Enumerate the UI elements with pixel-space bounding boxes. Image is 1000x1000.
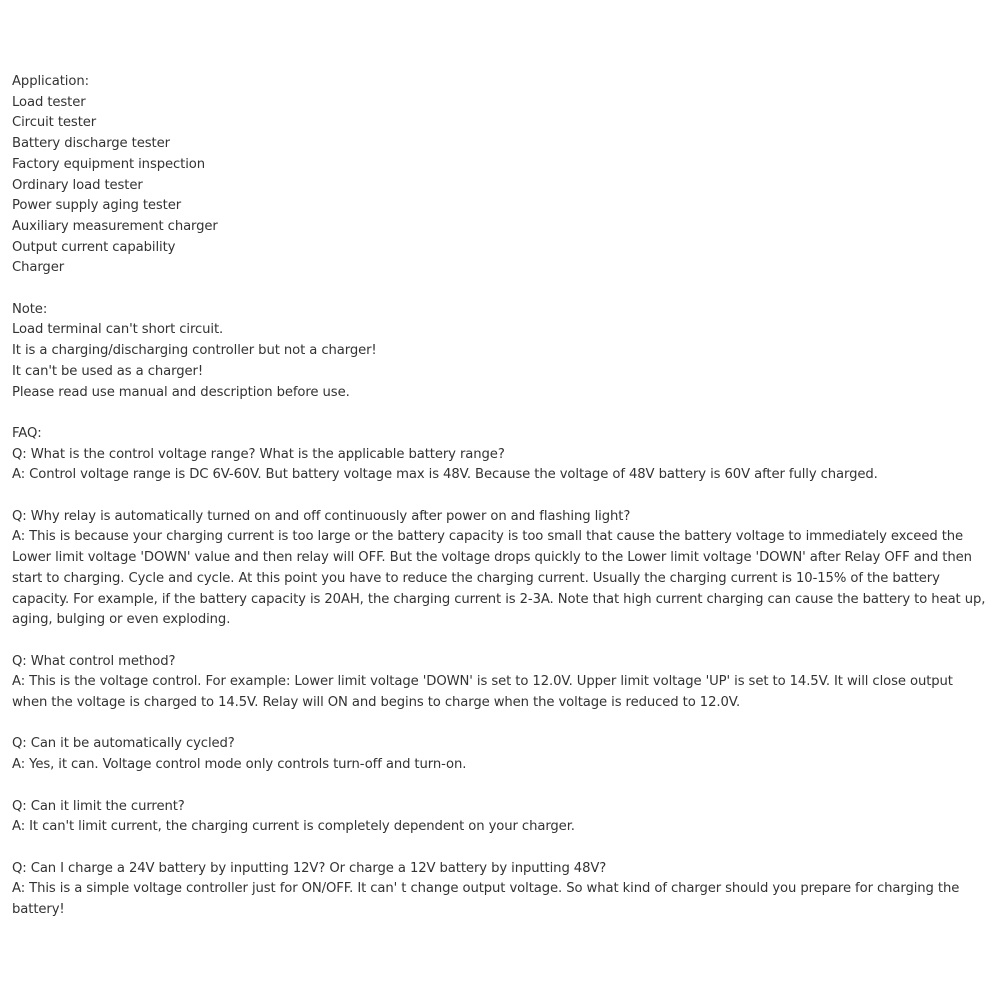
faq-answer: A: This is a simple voltage controller just for ON/OFF. It can' t change output voltage. So what kind of charger should you prepare for charging the battery!: [12, 881, 960, 918]
application-item: Output current capability: [12, 239, 176, 255]
application-item: Power supply aging tester: [12, 198, 182, 214]
faq-entry: [12, 507, 992, 631]
faq-answer: A: This is the voltage control. For example: Lower limit voltage 'DOWN' is set to 12.0V. Upper limit voltage 'UP' is set to 14.5V. It will close output when the voltage is charged to 14.5V. Relay will ON and begins to charge when the voltage is reduced to 12.0V.: [12, 674, 953, 711]
faq-question: Q: What control method?: [12, 653, 176, 669]
application-item: Factory equipment inspection: [12, 156, 206, 172]
note-item: Please read use manual and description before use.: [12, 384, 350, 400]
spacer: [12, 714, 992, 735]
spacer: [12, 486, 992, 507]
application-item: Circuit tester: [12, 115, 97, 131]
application-heading: Application:: [12, 74, 89, 89]
spacer: [12, 838, 992, 859]
spacer: [12, 776, 992, 797]
faq-question: Q: Can it be automatically cycled?: [12, 736, 235, 752]
note-item: Load terminal can't short circuit.: [12, 322, 224, 338]
note-section: [12, 300, 992, 404]
faq-answer: A: Control voltage range is DC 6V-60V. But battery voltage max is 48V. Because the voltage of 48V battery is 60V after fully charged.: [12, 467, 878, 483]
product-description: [12, 72, 992, 921]
faq-answer: A: This is because your charging current is too large or the battery capacity is too small that cause the battery voltage to immediately exceed the Lower limit voltage 'DOWN' value and then relay will OFF. But the voltage drops quickly to the Lower limit voltage 'DOWN' after Relay OFF and then start to charging. Cycle and cycle. At this point you have to reduce the charging current. Usually the charging current is 10-15% of the battery capacity. For example, if the battery capacity is 20AH, the charging current is 2-3A. Note that high current charging can cause the battery to heat up, aging, bulging or even exploding.: [12, 529, 986, 628]
application-item: Charger: [12, 260, 65, 276]
application-item: Auxiliary measurement charger: [12, 218, 218, 234]
faq-question: Q: What is the control voltage range? What is the applicable battery range?: [12, 446, 505, 462]
spacer: [12, 279, 992, 300]
application-item: Ordinary load tester: [12, 177, 143, 193]
spacer: [12, 631, 992, 652]
faq-entry: [12, 797, 992, 838]
faq-question: Q: Why relay is automatically turned on and off continuously after power on and flashing light?: [12, 508, 631, 524]
application-section: [12, 72, 992, 279]
application-item: Battery discharge tester: [12, 136, 170, 152]
faq-heading: FAQ:: [12, 425, 42, 441]
faq-question: Q: Can it limit the current?: [12, 798, 185, 814]
application-item: Load tester: [12, 94, 86, 110]
faq-answer: A: It can't limit current, the charging current is completely dependent on your charger.: [12, 819, 575, 835]
faq-entry: [12, 734, 992, 775]
note-heading: Note:: [12, 301, 48, 317]
faq-answer: A: Yes, it can. Voltage control mode only controls turn-off and turn-on.: [12, 757, 467, 773]
spacer: [12, 403, 992, 424]
faq-entry: [12, 652, 992, 714]
faq-question: Q: Can I charge a 24V battery by inputting 12V? Or charge a 12V battery by inputting 48V?: [12, 860, 607, 876]
faq-entry: [12, 859, 992, 921]
faq-entry: [12, 445, 992, 486]
note-item: It can't be used as a charger!: [12, 363, 204, 379]
note-item: It is a charging/discharging controller but not a charger!: [12, 343, 377, 359]
faq-section: [12, 424, 992, 921]
